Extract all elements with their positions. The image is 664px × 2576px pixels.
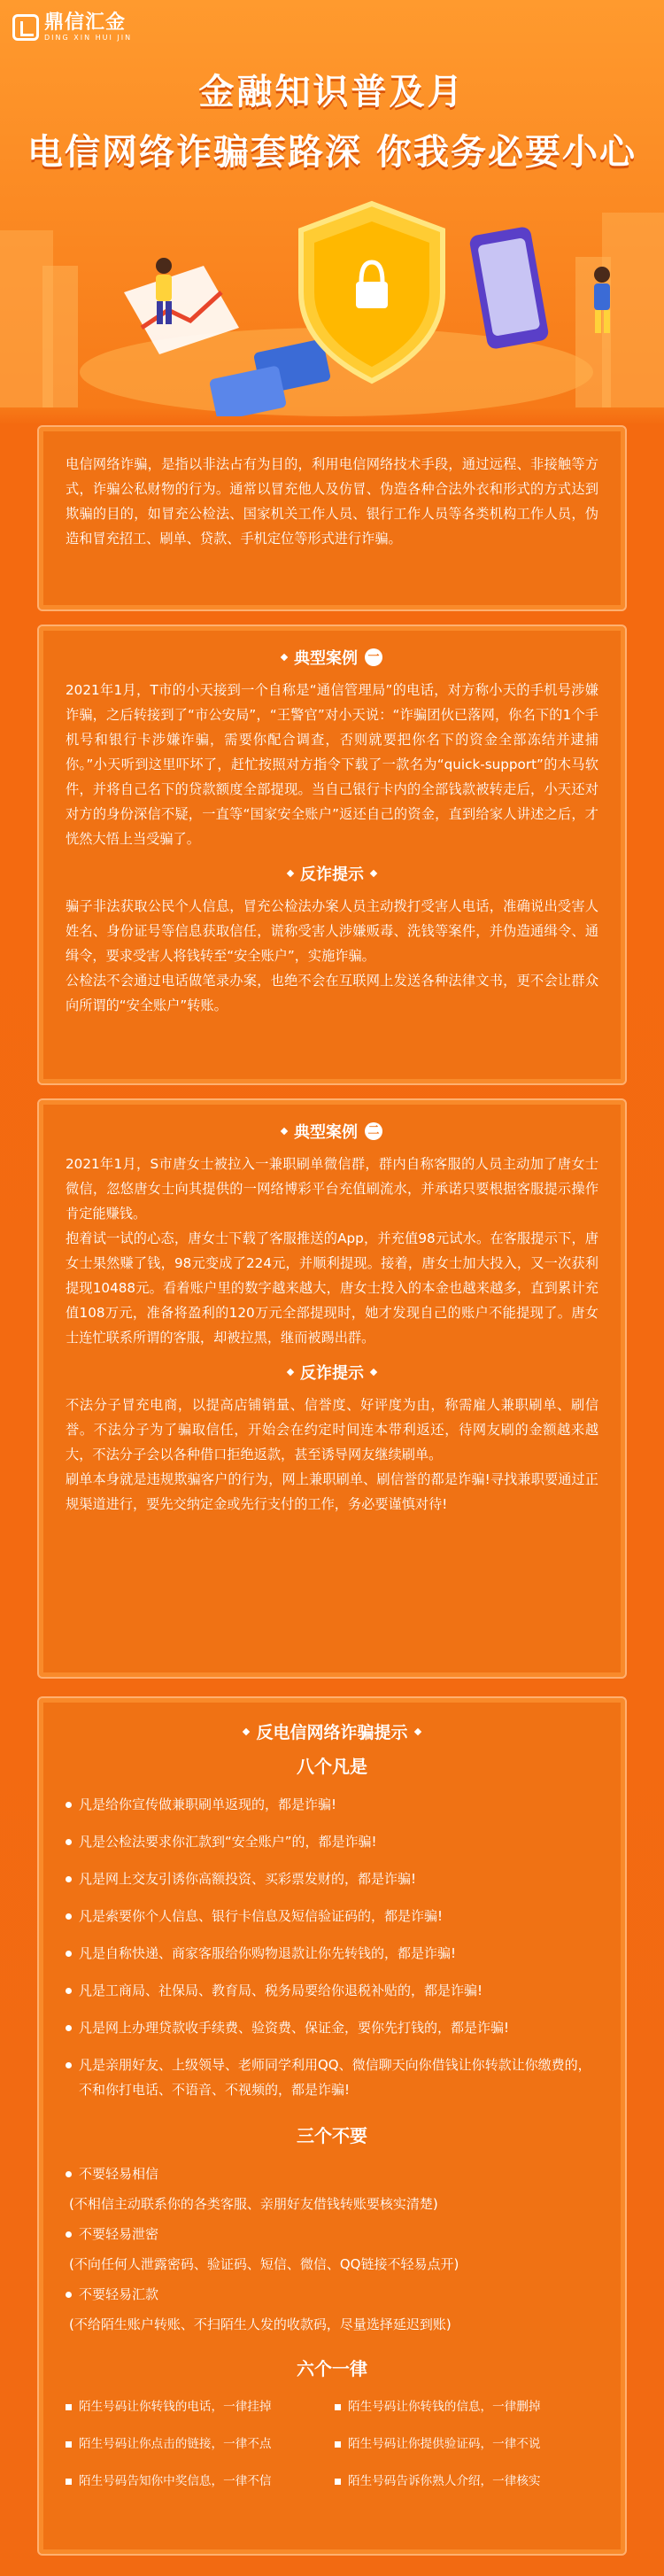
- logo-subtitle: DING XIN HUI JIN: [44, 34, 133, 42]
- case1-text: 2021年1月，T市的小天接到一个自称是“通信管理局”的电话，对方称小天的手机号涉嫌诈骗，之后转接到了“市公安局”，“王警官”对小天说：“诈骗团伙已落网，你名下的1个手机号和银行卡涉嫌诈骗，需要你配合调查，否则就要把你名下的资金全部冻结并逮捕你。”小天听到这里吓坏了，赶忙按照对方指令下载了一款名为“quick-support”的木马软件，并将自己名下的贷款额度全部提现。当自己银行卡内的全部钱款被转走后，小天还对对方的身份深信不疑，一直等“国家安全账户”返还自己的资金，直到给家人讲述之后，才恍然大悟上当受骗了。: [66, 682, 598, 847]
- intro-card: [37, 425, 627, 611]
- list-item-text: 陌生号码告诉你熟人介绍，一律核实: [348, 2474, 541, 2488]
- bullet-icon: [66, 2292, 72, 2298]
- eight-title: 八个凡是: [297, 1756, 367, 1777]
- list-item: [66, 2222, 598, 2246]
- hero-title: 金融知识普及月: [198, 72, 466, 113]
- logo-name: 鼎信汇金: [44, 12, 127, 34]
- list-item-text: 凡是亲朋好友、上级领导、老师同学利用QQ、微信聊天向你借钱让你转款让你缴费的，不和你打电话、不语音、不视频的，都是诈骗!: [79, 2057, 591, 2098]
- six-title: 六个一律: [297, 2358, 367, 2379]
- case2-tip-title: 反诈提示: [300, 1364, 364, 1383]
- case2-heading: [66, 1120, 598, 1143]
- bullet-icon: [66, 2231, 72, 2238]
- list-item: [66, 2432, 329, 2456]
- tips-heading: [66, 1719, 598, 1743]
- bullet-icon: [66, 1913, 72, 1920]
- list-item-text: 凡是网上办理贷款收手续费、验资费、保证金，要你先打钱的，都是诈骗!: [79, 2020, 510, 2036]
- bullet-icon: [66, 1951, 72, 1957]
- list-item-text: 不要轻易汇款: [79, 2286, 159, 2302]
- list-item: [335, 2394, 598, 2419]
- bullet-icon: [66, 1802, 72, 1808]
- six-heading: [66, 2355, 598, 2380]
- list-item-note: (不给陌生账户转账、不扫陌生人发的收款码，尽量选择延迟到账): [69, 2316, 452, 2332]
- case1-heading: [66, 646, 598, 669]
- diamond-icon: [370, 870, 377, 877]
- hero-illustration: [0, 0, 664, 416]
- case2-title: 典型案例: [294, 1123, 358, 1142]
- list-item: [66, 1941, 598, 1966]
- eight-heading: [66, 1752, 598, 1778]
- case1-title: 典型案例: [294, 649, 358, 668]
- case1-tip-text: 骗子非法获取公民个人信息，冒充公检法办案人员主动拨打受害人电话，准确说出受害人姓名、身份证号等信息获取信任，谎称受害人涉嫌贩毒、洗钱等案件，并伪造通缉令、通缉令，要求受害人将钱转至“安全账户”，实施诈骗。 公检法不会通过电话做笔录办案，也绝不会在互联网上发送各种法律文书，更不会让群众向所谓的“安全账户”转账。: [66, 898, 598, 1013]
- list-item-text: 凡是自称快递、商家客服给你购物退款让你先转钱的，都是诈骗!: [79, 1945, 457, 1961]
- bullet-icon: [66, 2441, 72, 2448]
- list-item: [66, 1792, 598, 1817]
- case2-number: 二: [365, 1122, 382, 1140]
- bullet-icon: [66, 1876, 72, 1882]
- list-item: [66, 2394, 329, 2419]
- case2-card: [37, 1098, 627, 1679]
- list-item: [66, 1978, 598, 2003]
- case1-tip-title: 反诈提示: [300, 865, 364, 884]
- eight-list: [66, 1792, 598, 2102]
- list-item-text: 凡是给你宣传做兼职刷单返现的，都是诈骗!: [79, 1796, 337, 1812]
- list-item-text: 凡是索要你个人信息、银行卡信息及短信验证码的，都是诈骗!: [79, 1908, 444, 1924]
- list-item-text: 不要轻易相信: [79, 2166, 159, 2182]
- hero-subtitle: 电信网络诈骗套路深 你我务必要小心: [27, 132, 637, 173]
- diamond-icon: [287, 1369, 294, 1376]
- list-item: [335, 2469, 598, 2494]
- list-item: [335, 2432, 598, 2456]
- case2-text: 2021年1月，S市唐女士被拉入一兼职刷单微信群，群内自称客服的人员主动加了唐女士微信，忽悠唐女士向其提供的一网络博彩平台充值刷流水，并承诺只要根据客服提示操作肯定能赚钱。 抱着试一试的心态，唐女士下载了客服推送的App，并充值98元试水。在客服提示下，唐女士果然赚了钱，98元变成了224元，并顺利提现。接着，唐女士加大投入，又一次获利提现10488元。看着账户里的数字越来越大，唐女士投入的本金也越来越多，直到累计充值108万元，准备将盈利的120万元全部提现时，她才发现自己的账户不能提现了。唐女士连忙联系所谓的客服，却被拉黑，继而被踢出群。: [66, 1156, 598, 1346]
- intro-text: 电信网络诈骗，是指以非法占有为目的，利用电信网络技术手段，通过远程、非接触等方式，诈骗公私财物的行为。通常以冒充他人及仿冒、伪造各种合法外衣和形式的方式达到欺骗的目的，如冒充公检法、国家机关工作人员、银行工作人员等各类机构工作人员，伪造和冒充招工、刷单、贷款、手机定位等形式进行诈骗。: [66, 456, 598, 547]
- list-item: [66, 2469, 329, 2494]
- list-item-text: 陌生号码告知你中奖信息，一律不信: [79, 2474, 272, 2488]
- list-item: [66, 2052, 598, 2102]
- bullet-icon: [66, 2025, 72, 2031]
- tips-card: [37, 1696, 627, 2556]
- tips-title: 反电信网络诈骗提示: [256, 1723, 408, 1742]
- list-item-text: 不要轻易泄密: [79, 2226, 159, 2242]
- case2-tip-heading: [66, 1361, 598, 1384]
- list-item: [66, 1904, 598, 1928]
- list-item-note: (不相信主动联系你的各类客服、亲朋好友借钱转账要核实清楚): [69, 2196, 438, 2212]
- list-item-text: 凡是网上交友引诱你高额投资、买彩票发财的，都是诈骗!: [79, 1871, 417, 1887]
- case1-number: 一: [365, 648, 382, 666]
- list-item-note: (不向任何人泄露密码、验证码、短信、微信、QQ链接不轻易点开): [69, 2256, 459, 2272]
- list-item: [66, 1866, 598, 1891]
- bullet-icon: [335, 2479, 341, 2485]
- list-item: [66, 1829, 598, 1854]
- three-heading: [66, 2122, 598, 2147]
- bullet-icon: [66, 2171, 72, 2177]
- hero-banner: [0, 0, 664, 416]
- list-item-text: 陌生号码让你点击的链接，一律不点: [79, 2437, 272, 2451]
- list-item: [66, 2015, 598, 2040]
- bullet-icon: [66, 1988, 72, 1994]
- list-item-text: 陌生号码让你转钱的信息，一律删掉: [348, 2400, 541, 2414]
- bullet-icon: [66, 2479, 72, 2485]
- list-item-text: 凡是工商局、社保局、教育局、税务局要给你退税补贴的，都是诈骗!: [79, 1982, 483, 1998]
- diamond-icon: [287, 870, 294, 877]
- case2-tip-text: 不法分子冒充电商，以提高店铺销量、信誉度、好评度为由，称需雇人兼职刷单、刷信誉。不法分子为了骗取信任，开始会在约定时间连本带利返还，待网友刷的金额越来越大，不法分子会以各种借口拒绝返款，甚至诱导网友继续刷单。 刷单本身就是违规欺骗客户的行为，网上兼职刷单、刷信誉的都是诈骗!寻找兼职要通过正规渠道进行，要先交纳定金或先行支付的工作，务必要谨慎对待!: [66, 1397, 598, 1512]
- bullet-icon: [335, 2404, 341, 2410]
- bullet-icon: [66, 1839, 72, 1845]
- diamond-icon: [370, 1369, 377, 1376]
- diamond-icon: [281, 654, 288, 661]
- diamond-icon: [243, 1727, 250, 1734]
- three-title: 三个不要: [297, 2125, 367, 2146]
- list-item-text: 凡是公检法要求你汇款到“安全账户”的，都是诈骗!: [79, 1834, 377, 1850]
- six-list: [66, 2394, 598, 2494]
- brand-logo: [12, 12, 132, 43]
- case1-card: [37, 625, 627, 1085]
- three-list: [66, 2161, 598, 2337]
- bullet-icon: [66, 2062, 72, 2068]
- bullet-icon: [335, 2441, 341, 2448]
- list-item: [66, 2161, 598, 2186]
- list-item-text: 陌生号码让你转钱的电话，一律挂掉: [79, 2400, 272, 2414]
- logo-icon: [12, 14, 39, 41]
- list-item: [66, 2282, 598, 2307]
- diamond-icon: [413, 1727, 421, 1734]
- bullet-icon: [66, 2404, 72, 2410]
- diamond-icon: [281, 1128, 288, 1135]
- list-item-text: 陌生号码让你提供验证码，一律不说: [348, 2437, 541, 2451]
- case1-tip-heading: [66, 862, 598, 885]
